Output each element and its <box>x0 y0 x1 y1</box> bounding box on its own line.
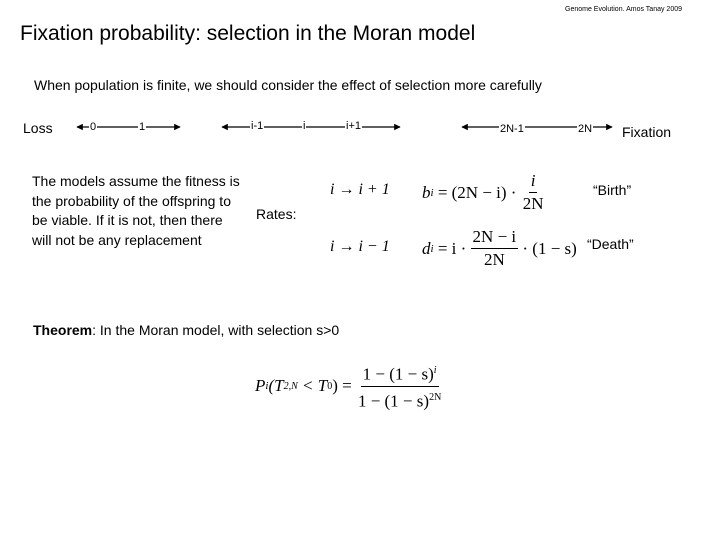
birth-label: “Birth” <box>593 182 632 198</box>
state-i-minus-1: i-1 <box>251 120 264 132</box>
death-label: “Death” <box>587 236 634 252</box>
loss-label: Loss <box>23 120 53 136</box>
models-assumption-note: The models assume the fitness is the probability of the offspring to be viable. If it is not, then there will not be any replacement <box>32 173 240 248</box>
death-rate-formula: d i = i · $\frac{2N - i}{2N}$ · (1 − s) <box>422 227 577 269</box>
fixation-label: Fixation <box>622 124 672 140</box>
state-1: 1 <box>139 121 146 133</box>
course-credit: Genome Evolution. Amos Tanay 2009 <box>565 6 683 13</box>
fixation-probability-formula: P i (T 2,N < T 0 ) = $\frac{1 - (1 - s)^i}{1 - (1 - s)^{2N}}$ <box>255 360 443 412</box>
birth-transition: i → i + 1 <box>330 181 390 198</box>
state-0: 0 <box>90 121 97 133</box>
theorem-statement <box>33 322 339 338</box>
birth-rate-formula: b i = (2N − i) · $\frac{i}{2N}$ <box>422 171 544 213</box>
intro-text: When population is finite, we should consider the effect of selection more carefully <box>34 77 542 93</box>
rates-label: Rates: <box>256 206 297 222</box>
theorem-label: Theorem <box>33 322 93 338</box>
state-2n: 2N <box>578 123 593 135</box>
death-transition: i → i − 1 <box>330 238 390 255</box>
state-i: i <box>303 120 306 132</box>
slide-title: Fixation probability: selection in the Moran model <box>20 22 476 45</box>
state-i-plus-1: i+1 <box>346 120 361 132</box>
state-2n-minus-1: 2N-1 <box>500 123 524 135</box>
theorem-text: : In the Moran model, with selection s>0 <box>92 322 340 338</box>
